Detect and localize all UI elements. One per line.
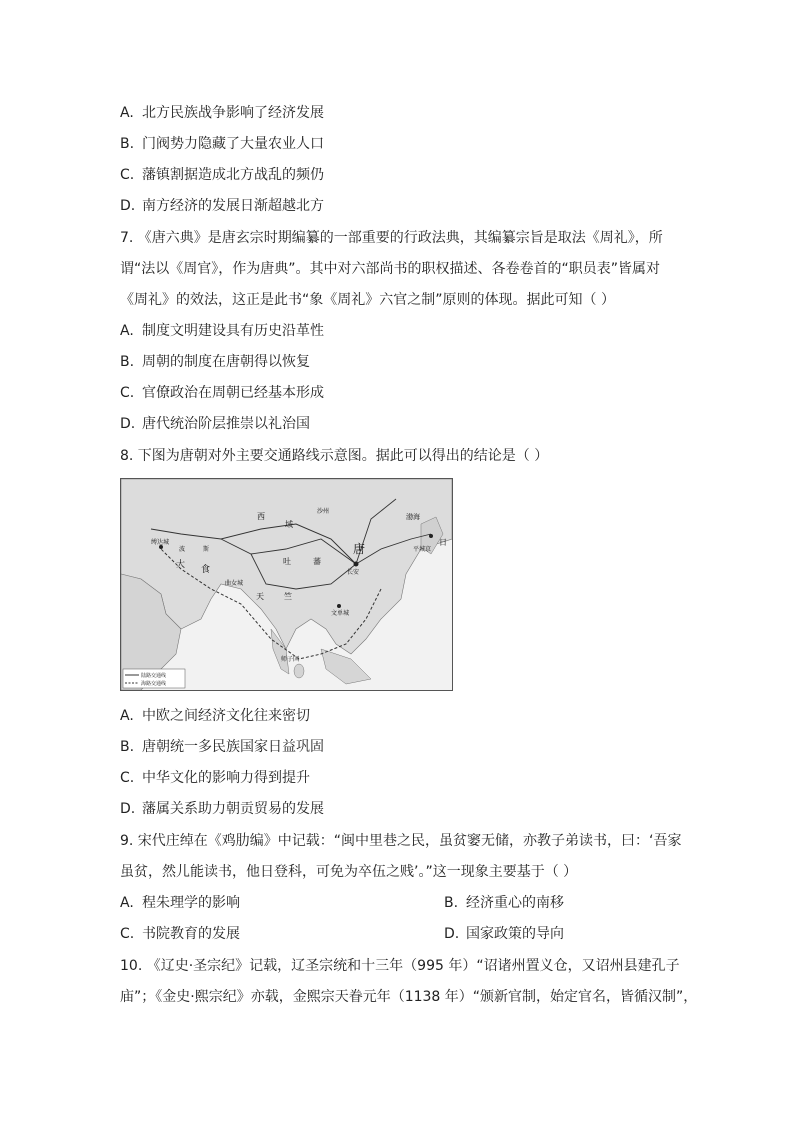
- q7-stem-line-1: 7. 《唐六典》是唐玄宗时期编纂的一部重要的行政法典，其编纂宗旨是取法《周礼》，所: [120, 230, 663, 246]
- label-tang: 唐: [353, 542, 366, 556]
- label-tubo-2: 蕃: [313, 557, 321, 566]
- option-key: B.: [120, 354, 135, 370]
- label-bosi-2: 斯: [203, 546, 210, 553]
- option-text: 藩属关系助力朝贡贸易的发展: [142, 801, 324, 817]
- label-baghdad: 缚达城: [151, 539, 170, 546]
- landmass-islands: [321, 649, 371, 684]
- tang-trade-route-map: [120, 478, 453, 691]
- q6-option-b: [120, 134, 324, 154]
- option-key: A.: [120, 708, 134, 724]
- q9-stem-line-1: 9. 宋代庄绰在《鸡肋编》中记载：“闽中里巷之民，虽贫窭无储，亦教子弟读书，曰：‘吾家: [120, 833, 682, 849]
- option-key: A.: [120, 895, 134, 911]
- label-tubo-1: 吐: [283, 557, 291, 566]
- q7-stem-line-2: 谓“法以《周官》，作为唐典”。其中对六部尚书的职权描述、各卷卷首的“职员表”皆属对: [120, 261, 661, 277]
- label-tianzhu-2: 竺: [284, 592, 292, 601]
- option-text: 官僚政治在周朝已经基本形成: [142, 385, 324, 401]
- option-text: 周朝的制度在唐朝得以恢复: [142, 354, 310, 370]
- q6-option-a: [120, 103, 324, 123]
- landmass-sri-lanka: [294, 664, 304, 678]
- option-text: 经济重心的南移: [466, 895, 564, 911]
- option-key: B.: [444, 895, 459, 911]
- label-pingchengjing: 平城京: [413, 546, 432, 553]
- option-text: 唐朝统一多民族国家日益巩固: [142, 739, 324, 755]
- label-tianzhu-1: 天: [256, 592, 264, 601]
- option-key: B.: [120, 739, 135, 755]
- q9-option-b: [444, 893, 564, 913]
- option-text: 制度文明建设具有历史沿革性: [142, 323, 324, 339]
- label-changan: 长安: [347, 569, 360, 576]
- q7-option-c: [120, 383, 324, 403]
- option-key: C.: [120, 770, 135, 786]
- q6-option-d: [120, 196, 324, 216]
- label-qunucheng: 曲女城: [225, 580, 244, 587]
- q8-option-c: [120, 768, 310, 788]
- q7-stem-line-3: 《周礼》的效法，这正是此书“象《周礼》六官之制”原则的体现。据此可知（ ）: [120, 292, 615, 308]
- q7-option-d: [120, 414, 310, 434]
- option-text: 程朱理学的影响: [142, 895, 240, 911]
- legend-land-label: 陆路交通线: [141, 673, 167, 679]
- option-text: 藩镇割据造成北方战乱的频仍: [142, 167, 324, 183]
- city-marker-wendancheng: [337, 604, 341, 608]
- option-key: C.: [120, 385, 135, 401]
- label-bosi-1: 波: [179, 546, 186, 553]
- label-ri: 日: [439, 538, 447, 547]
- q7-option-b: [120, 352, 310, 372]
- q7-option-a: [120, 321, 324, 341]
- city-marker-changan: [354, 562, 359, 567]
- label-xiyu-1: 西: [257, 512, 265, 521]
- option-key: D.: [120, 416, 136, 432]
- q9-option-d: [444, 924, 564, 944]
- q10-stem-line-1: 10. 《辽史·圣宗纪》记载，辽圣宗统和十三年（995 年）“诏诸州置义仓，又诏州县建孔子: [120, 958, 680, 974]
- label-shiziguo: 师子国: [281, 656, 300, 663]
- q8-option-d: [120, 799, 324, 819]
- option-key: C.: [120, 926, 135, 942]
- q9-option-a: [120, 893, 240, 913]
- label-wendancheng: 文单城: [331, 610, 350, 617]
- label-shazhou: 沙州: [317, 508, 330, 515]
- label-dashi-1: 大: [176, 560, 186, 570]
- option-text: 北方民族战争影响了经济发展: [142, 105, 324, 121]
- legend-sea-label: 海路交通线: [141, 681, 167, 687]
- option-text: 书院教育的发展: [142, 926, 240, 942]
- q10-stem-line-2: 庙”；《金史·熙宗纪》亦载，金熙宗天眷元年（1138 年）“颁新官制，始定官名，皆循汉制”，: [120, 989, 698, 1005]
- city-marker-pingchengjing: [429, 534, 433, 538]
- option-key: A.: [120, 323, 134, 339]
- option-key: D.: [444, 926, 460, 942]
- option-key: D.: [120, 198, 136, 214]
- map-figure: [121, 479, 452, 690]
- option-key: B.: [120, 136, 135, 152]
- option-text: 中欧之间经济文化往来密切: [142, 708, 310, 724]
- option-key: D.: [120, 801, 136, 817]
- label-bohai: 渤海: [406, 513, 420, 521]
- option-text: 南方经济的发展日渐超越北方: [142, 198, 324, 214]
- q8-stem: 8. 下图为唐朝对外主要交通路线示意图。据此可以得出的结论是（ ）: [120, 448, 549, 464]
- label-xiyu-2: 域: [285, 520, 293, 529]
- option-key: C.: [120, 167, 135, 183]
- label-dashi-2: 食: [201, 565, 211, 575]
- q8-option-a: [120, 706, 310, 726]
- q8-option-b: [120, 737, 324, 757]
- q6-option-c: [120, 165, 324, 185]
- option-text: 中华文化的影响力得到提升: [142, 770, 310, 786]
- q9-option-c: [120, 924, 240, 944]
- option-text: 国家政策的导向: [466, 926, 564, 942]
- option-text: 门阀势力隐藏了大量农业人口: [142, 136, 324, 152]
- q9-stem-line-2: 虽贫，然儿能读书，他日登科，可免为卒伍之贱’。”这一现象主要基于（ ）: [120, 864, 578, 880]
- option-key: A.: [120, 105, 134, 121]
- option-text: 唐代统治阶层推崇以礼治国: [142, 416, 310, 432]
